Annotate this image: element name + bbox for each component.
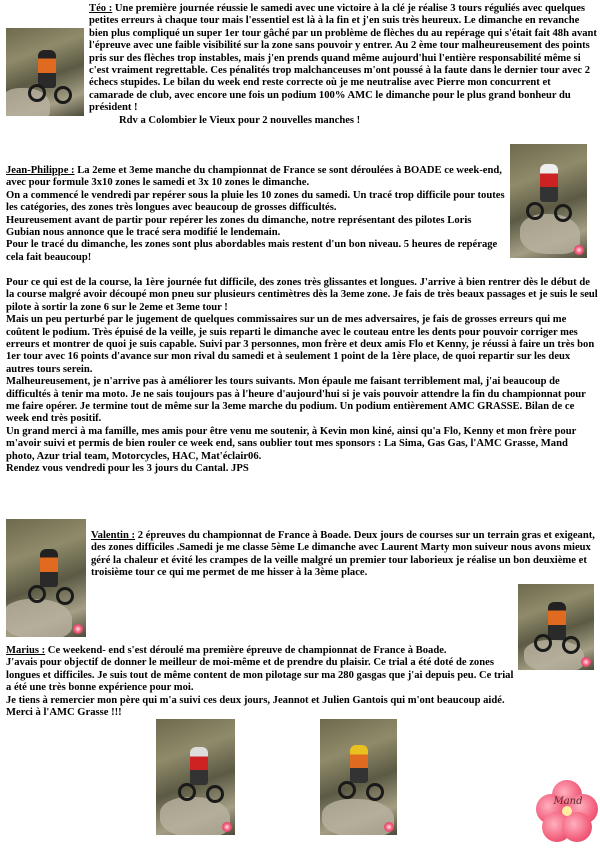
logo-text: Mand [553,796,583,807]
section-valentin: Valentin : 2 épreuves du championnat de France à Boade. Deux jours de courses sur un terrain gras et exigeant, des zones difficiles .Samedi je me classe 5ème Le dimanche avec Laurent Marty mon suiveur nous avons mieux géré la chaleur et évité les crampes de la veille malgré un premier tour laborieux je réalise un bon deuxième et troisième tour ce qui me permet de me hisser à la 3ème place. [91,530,595,579]
section-jean-philippe: Jean-Philippe : La 2eme et 3eme manche du championnat de France se sont déroulées à BOADE ce week-end, avec pour formule 3x10 zones le samedi et 3x 10 zones le dimanche. On a commencé le vendredi par repérer sous la pluie les 10 zones du samedi. Un tracé trop difficile pour toutes les catégories, des zones très longues avec beaucoup de grosses difficultés. Heureusement avant de partir pour repérer les zones du dimanche, notre représentant des pilotes Loris Gubian nous annonce que le tracé sera modifié le lendemain. Pour le tracé du dimanche, les zones sont plus abordables mais restent d'un bon niveau. 5 heures de repérage cela fait beaucoup! [6,165,505,263]
photo-teo [6,28,84,116]
pilot-name-teo: Téo : [89,3,113,14]
flower-icon [384,822,394,832]
photo-marius-top [518,584,594,670]
mand-logo [536,780,598,842]
photo-valentin [6,519,86,637]
teo-closing: Rdv a Colombier le Vieux pour 2 nouvelles manches ! [119,114,361,126]
section-marius: Marius : Ce weekend- end s'est déroulé ma première épreuve de championnat de France à Boade. J'avais pour objectif de donner le meilleur de moi-même et de prendre du plaisir. Ce trial a été doté de zones longues et difficiles. Je suis tout de même content de mon pilotage sur ma 280 gasgas que j'ai depuis peu. Ce trial a été une très bonne expérience pour moi. Je tiens à remercier mon père qui m'a suivi ces deux jours, Jeannot et Julien Gantois qui m'ont beaucoup aidé. Merci à l'AMC Grasse !!! [6,645,514,719]
pilot-name-jean-philippe: Jean-Philippe : [6,165,75,176]
pilot-name-marius: Marius : [6,645,46,656]
photo-marius-1 [156,719,235,835]
photo-marius-2 [320,719,397,835]
flower-icon [581,657,591,667]
section-jean-philippe-cont: Pour ce qui est de la course, la 1ère journée fut difficile, des zones très glissantes et longues. J'arrive à bien rentrer dès le début de la course malgré avoir découpé mon pneu sur plusieurs centimètres dès la 3eme zone. Je fais de très beaux passages et je suis le seul pilote à sortir la zone 6 sur le 2eme et 3eme tour ! Mais un peu perturbé par le jugement de quelques commissaires sur un de mes adversaires, je fais de grosses erreurs qui me coûtent le podium. Très épuisé de la veille, je suis reparti le dimanche avec le couteau entre les dents pour pouvoir corriger mes erreurs et montrer de quoi je suis capable. Suivi par 3 personnes, mon frère et deux amis Flo et Kenny, je réussi à faire un très bon 1er tour avec 16 points d'avance sur mon rival du samedi et à seulement 1 point de la 1ère place, de quoi repartir sur les deux autres tours serein. Malheureusement, je n'arrive pas à améliorer les tours suivants. Mon épaule me faisant terriblement mal, j'ai beaucoup de difficultés à tenir ma moto. Je ne sais toujours pas à l'heure d'aujourd'hui si je vais pouvoir attendre la fin du championnat pour me faire opérer. Je termine tout de même sur la 3eme marche du podium. Un podium entièrement AMC GRASSE. Bilan de ce week end très positif. Un grand merci à ma famille, mes amis pour être venu me soutenir, à Kevin mon kiné, ainsi qu'a Flo, Kenny et mon frère pour m'avoir suivi et permis de bien rouler ce week end, sans oublier tout mes sponsors : La Sima, Gas Gas, l'AMC Grasse, Mand photo, Azur trial team, Motorcycles, HAC, Mat'éclair06. Rendez vous vendredi pour les 3 jours du Cantal. JPS [6,277,598,475]
flower-icon [73,624,83,634]
pilot-name-valentin: Valentin : [91,530,136,541]
flower-icon [222,822,232,832]
section-teo [89,3,597,127]
teo-text: Une première journée réussie le samedi avec une victoire à la clé je réalise 3 tours réguliés avec quelques petites erreurs à chaque tour mais l'essentiel est là à la fin et j'en suis très heureux. Le dimanche en revanche bien plus compliqué un super 1er tour gâché par un problème de flèches du au repérage qui s'était fait 48h avant l'épreuve avec une faible visibilité sur la zone sans pouvoir y entrer. Au 2 ème tour malheureusement des points pris sur des flèches trop instables, mais j'en prends quand même aujourd'hui l'entière responsabilité même si c'est vraiment regrettable. Ces pénalités trop malchanceuses m'ont poussé à la faute dans le dernier tour avec 2 échecs stupides. Le bilan du week end reste correcte où je me neutralise avec Pierre mon concurrent et camarade de club, avec encore une fois un podium 100% AMC le dimanche pour le plus grand bonheur du président ! [89,3,597,114]
photo-jean-philippe [510,144,587,258]
flower-icon [574,245,584,255]
